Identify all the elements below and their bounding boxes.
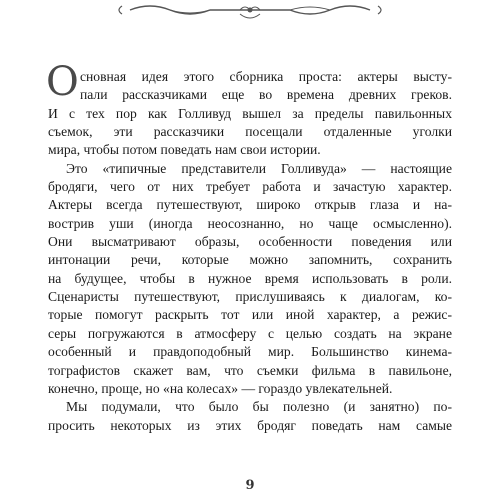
text-line: Это «типичные представители Голливуда» — настоящие bbox=[66, 160, 452, 176]
text-line: на будущее, чтобы в нужное время использовать в роли. bbox=[48, 270, 452, 286]
body-text bbox=[46, 59, 452, 435]
text-line: пали рассказчиками еще во времена древних греков. bbox=[80, 87, 452, 103]
header-ornament bbox=[110, 0, 390, 24]
text-line: вострив уши (иногда неосознанно, но чаще осмысленно). bbox=[48, 215, 452, 231]
text-line: Актеры всегда путешествуют, широко открыв глаза и на- bbox=[48, 197, 452, 213]
text-line: мира, чтобы потом поведать нам свои истории. bbox=[48, 142, 321, 158]
drop-cap: О bbox=[46, 59, 79, 105]
text-line: бродяги, чего от них требует работа и зачастую характер. bbox=[48, 179, 452, 195]
text-line: торые помогут раскрыть тот или иной характер, а режис- bbox=[48, 307, 452, 323]
text-line: конечно, проще, но «на колесах» — гораздо увлекательней. bbox=[48, 380, 393, 396]
text-line: Они высматривают образы, особенности поведения или bbox=[48, 234, 452, 250]
text-line: просить некоторых из этих бродяг поведать нам самые bbox=[48, 417, 452, 433]
text-line: серы погружаются в атмосферу с целью создать на экране bbox=[48, 325, 452, 341]
text-line: Сценаристы путешествуют, прислушиваясь к диалогам, ко- bbox=[48, 289, 452, 305]
text-line: И с тех пор как Голливуд вышел за пределы павильонных bbox=[48, 105, 452, 121]
text-line: особенный и правдоподобный мир. Большинство кинема- bbox=[48, 344, 452, 360]
text-line: сновная идея этого сборника проста: актеры высту- bbox=[80, 69, 452, 84]
text-line: интонации речи, которые можно запомнить, сохранить bbox=[48, 252, 452, 268]
text-line: тографистов скажет вам, что съемки фильма в павильоне, bbox=[48, 362, 452, 378]
page-number: 9 bbox=[245, 478, 255, 493]
text-line: съемок, эти рассказчики посещали отдаленные уголки bbox=[48, 124, 452, 140]
text-line: Мы подумали, что было бы полезно (и занятно) по- bbox=[66, 399, 452, 415]
